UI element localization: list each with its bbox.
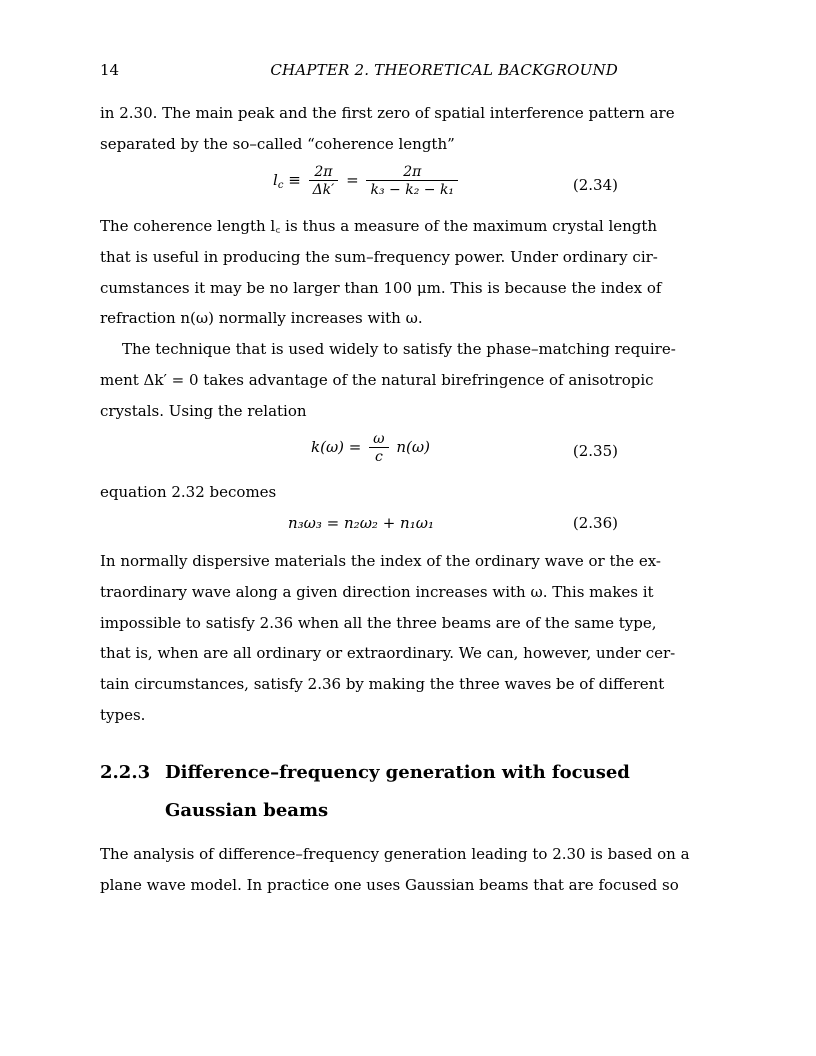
- text-line: In normally dispersive materials the index of the ordinary wave or the ex-: [100, 552, 661, 570]
- text-line: types.: [100, 705, 146, 724]
- text-line: equation 2.32 becomes: [100, 483, 277, 501]
- text-line: that is useful in producing the sum–frequency power. Under ordinary cir-: [100, 247, 658, 266]
- text-line: refraction n(ω) normally increases with ω.: [100, 309, 423, 328]
- fraction-numerator: 2π: [314, 164, 333, 180]
- fraction-numerator: 2π: [403, 164, 422, 180]
- fraction: [369, 431, 388, 465]
- section-title-line-1: Difference–frequency generation with focused: [165, 762, 630, 783]
- text-line: in 2.30. The main peak and the first zero of spatial interference pattern are: [100, 104, 675, 122]
- eq-rhs: n(ω): [396, 438, 430, 456]
- equation-number: (2.35): [572, 442, 618, 460]
- equation-body: [311, 431, 430, 465]
- text-line: The coherence length l꜀ is thus a measure of the maximum crystal length: [100, 217, 658, 235]
- equation-2-36: [100, 514, 618, 536]
- paragraph-1: [100, 98, 675, 160]
- text-line: The technique that is used widely to satisfy the phase–matching require-: [122, 340, 676, 358]
- fraction-denominator: c: [369, 447, 388, 465]
- section-number: 2.2.3: [100, 762, 151, 783]
- paragraph-6: [100, 839, 690, 901]
- paragraph-3: [100, 334, 676, 426]
- fraction-denominator: k₃ − k₂ − k₁: [366, 180, 458, 198]
- fraction: [366, 164, 458, 198]
- eq-lhs: k(ω) =: [311, 438, 362, 456]
- paragraph-2: [100, 211, 662, 334]
- section-heading: [100, 762, 630, 832]
- paragraph-4: [100, 477, 618, 508]
- equation-2-34: [100, 164, 618, 208]
- text-line: that is, when are all ordinary or extraordinary. We can, however, under cer-: [100, 644, 676, 663]
- equals-symbol: =: [346, 171, 359, 189]
- text-line: The analysis of difference–frequency generation leading to 2.30 is based on a: [100, 845, 690, 863]
- text-line: impossible to satisfy 2.36 when all the three beams are of the same type,: [100, 613, 657, 632]
- fraction-denominator: Δk′: [309, 180, 339, 198]
- text-line: traordinary wave along a given direction increases with ω. This makes it: [100, 582, 654, 601]
- eq-lhs-subscript: c: [277, 180, 284, 191]
- fraction: [309, 164, 339, 198]
- text-line: tain circumstances, satisfy 2.36 by making the three waves be of different: [100, 675, 665, 694]
- equation-number: (2.34): [572, 176, 618, 194]
- equation-number: (2.36): [572, 514, 618, 532]
- running-header: [100, 61, 618, 81]
- equation-body: [273, 164, 461, 198]
- running-title: CHAPTER 2. THEORETICAL BACKGROUND: [270, 61, 618, 79]
- equation-body: n₃ω₃ = n₂ω₂ + n₁ω₁: [288, 514, 434, 532]
- text-line: plane wave model. In practice one uses Gaussian beams that are focused so: [100, 875, 679, 894]
- section-title-line-2: Gaussian beams: [165, 800, 329, 821]
- fraction-numerator: ω: [373, 431, 385, 447]
- paragraph-5: [100, 546, 676, 731]
- text-line: separated by the so–called “coherence length”: [100, 134, 455, 153]
- equiv-symbol: ≡: [288, 171, 301, 189]
- text-line: crystals. Using the relation: [100, 401, 307, 420]
- equation-2-35: [100, 431, 618, 471]
- text-line: cumstances it may be no larger than 100 μm. This is because the index of: [100, 278, 662, 297]
- page-number: 14: [100, 61, 120, 79]
- eq-lhs: l: [273, 171, 278, 189]
- text-line: ment Δk′ = 0 takes advantage of the natural birefringence of anisotropic: [100, 370, 654, 389]
